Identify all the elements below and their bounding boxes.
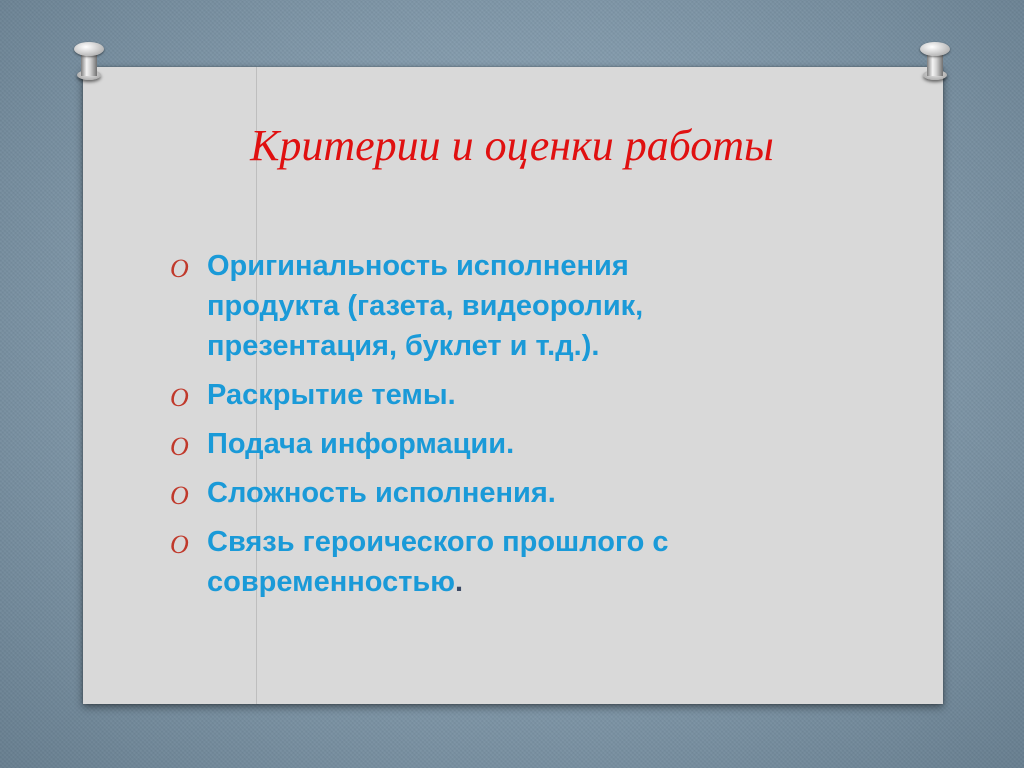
bullet-item <box>170 473 760 513</box>
bullet-marker-icon: O <box>170 481 189 510</box>
bullet-marker-icon: O <box>170 432 189 461</box>
bullet-text: Подача информации. <box>207 428 515 460</box>
pushpin-icon <box>74 42 104 88</box>
bullet-list <box>170 246 760 611</box>
bullet-text: Оригинальность исполнения продукта (газета, видеоролик, презентация, буклет и т.д.). <box>207 250 644 362</box>
bullet-tail: . <box>455 566 464 598</box>
bullet-text: Сложность исполнения. <box>207 477 556 509</box>
bullet-item <box>170 246 760 366</box>
pushpin-icon <box>920 42 950 88</box>
bullet-marker-icon: O <box>170 383 189 412</box>
slide-title: Критерии и оценки работы <box>250 121 774 170</box>
bullet-item <box>170 522 760 602</box>
bullet-text: Раскрытие темы. <box>207 379 456 411</box>
bullet-marker-icon: O <box>170 254 189 283</box>
bullet-item <box>170 375 760 415</box>
bullet-item <box>170 424 760 464</box>
bullet-marker-icon: O <box>170 530 189 559</box>
bullet-text: Связь героического прошлого с современностью <box>207 526 669 598</box>
